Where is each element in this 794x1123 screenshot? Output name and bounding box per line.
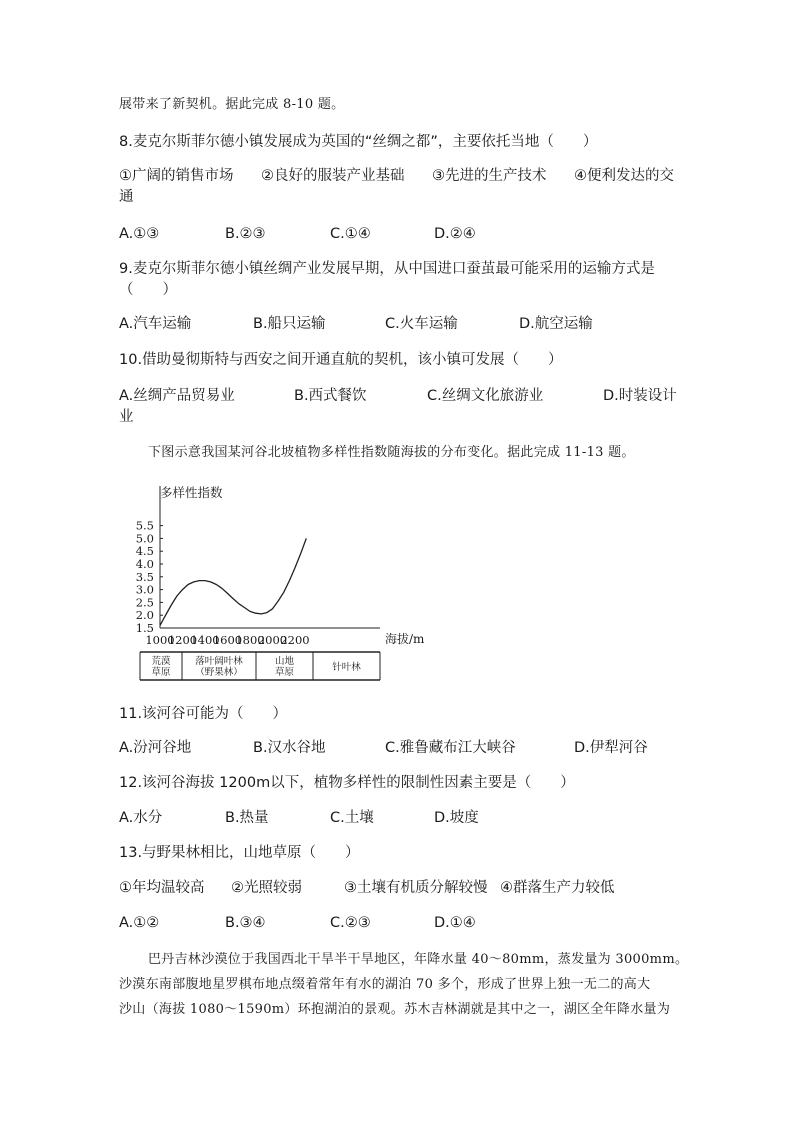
diversity-curve [160, 538, 306, 625]
q10-option-b: B.西式餐饮 [294, 388, 367, 404]
q8-items [119, 166, 679, 186]
x-tick-label: 1600 [212, 633, 243, 647]
q12-option-d: D.坡度 [434, 810, 479, 826]
x-tick-label: 1400 [190, 633, 220, 647]
y-tick-label: 3.5 [135, 569, 154, 584]
x-tick-label: 2000 [257, 633, 288, 647]
x-tick-label: 2200 [280, 633, 310, 647]
y-tick-label: 4.5 [135, 544, 154, 559]
q13-option-a: A.①② [119, 915, 160, 931]
q9-stem-wrap: （ ） [119, 282, 177, 298]
x-tick-labels [145, 633, 309, 647]
passage-line-2: 沙漠东南部腹地星罗棋布地点缀着常年有水的湖泊 70 多个，形成了世界上独一无二的高大 [119, 977, 651, 992]
x-tick-label: 1200 [167, 633, 198, 647]
q10-options-wrap: 业 [119, 409, 134, 425]
q12-option-c: C.土壤 [330, 810, 374, 826]
vegetation-zone-table [140, 652, 380, 680]
q11-options [119, 738, 679, 758]
passage-line-3: 沙山（海拔 1080～1590m）环抱湖泊的景观。苏木吉林湖就是其中之一，湖区全年降水量为 [119, 1002, 671, 1017]
q12-option-a: A.水分 [119, 810, 163, 826]
q8-item-4: ④便利发达的交 [574, 168, 674, 184]
q13-stem: 13.与野果林相比，山地草原（ ） [119, 845, 360, 861]
q10-option-c: C.丝绸文化旅游业 [427, 388, 544, 404]
q8-item-3: ③先进的生产技术 [432, 168, 547, 184]
zone-label: 荒漠 [151, 656, 171, 667]
y-axis-label: 多样性指数 [160, 485, 223, 500]
zone-label: 草原 [274, 667, 295, 678]
y-tick-label: 4.0 [135, 557, 154, 571]
x-tick-label: 1800 [235, 633, 265, 647]
y-tick-label: 5.5 [135, 518, 154, 533]
q12-option-b: B.热量 [225, 810, 269, 826]
q11-option-a: A.汾河谷地 [119, 740, 192, 756]
q9-option-c: C.火车运输 [385, 316, 458, 332]
chart-axes [160, 486, 380, 628]
q9-options [119, 314, 679, 334]
y-tick-label: 5.0 [135, 531, 154, 546]
x-tick-label: 1000 [145, 633, 175, 647]
chart-series [160, 538, 306, 625]
q8-stem: 8.麦克尔斯菲尔德小镇发展成为英国的“丝绸之都”，主要依托当地（ ） [119, 134, 598, 150]
y-tick-labels [136, 519, 163, 635]
q9-option-a: A.汽车运输 [119, 316, 192, 332]
q8-option-a: A.①③ [119, 226, 160, 242]
y-tick-label: 1.5 [135, 621, 154, 635]
q9-option-b: B.船只运输 [253, 316, 326, 332]
q8-item-1: ①广阔的销售市场 [119, 168, 234, 184]
q9-option-d: D.航空运输 [519, 316, 593, 332]
zone-label: 针叶林 [332, 662, 361, 673]
zone-label: 草原 [151, 667, 171, 678]
q11-stem: 11.该河谷可能为（ ） [119, 706, 288, 722]
q8-items-wrap: 通 [119, 189, 134, 205]
q13-items [119, 878, 679, 898]
diversity-chart [135, 478, 440, 683]
q10-stem: 10.借助曼彻斯特与西安之间开通直航的契机，该小镇可发展（ ） [119, 352, 563, 368]
q12-options [119, 808, 679, 828]
q8-item-2: ②良好的服装产业基础 [261, 168, 405, 184]
q13-item-4: ④群落生产力较低 [500, 880, 615, 896]
y-tick-label: 2.5 [135, 595, 154, 610]
q11-option-c: C.雅鲁藏布江大峡谷 [385, 740, 516, 756]
zone-label: （野果林） [195, 667, 243, 678]
q10-option-d: D.时装设计 [603, 388, 677, 404]
q8-options [119, 224, 679, 244]
y-tick-label: 3.0 [135, 582, 154, 597]
passage-line-1: 巴丹吉林沙漠位于我国西北干旱半干旱地区，年降水量 40～80mm，蒸发量为 3000mm。 [148, 952, 689, 967]
q11-option-b: B.汉水谷地 [253, 740, 326, 756]
q12-stem: 12.该河谷海拔 1200m以下，植物多样性的限制性因素主要是（ ） [119, 775, 575, 791]
y-tick-label: 2.0 [135, 608, 154, 623]
x-axis-label: 海拔/m [385, 632, 425, 646]
q11-option-d: D.伊犁河谷 [574, 740, 648, 756]
q13-item-1: ①年均温较高 [119, 880, 205, 896]
q13-option-b: B.③④ [225, 915, 266, 931]
q13-item-3: ③土壤有机质分解较慢 [344, 880, 488, 896]
q13-options [119, 913, 679, 933]
q8-option-d: D.②④ [434, 226, 476, 242]
q13-option-d: D.①④ [434, 915, 476, 931]
zone-label: 山地 [274, 656, 295, 667]
q8-option-b: B.②③ [225, 226, 266, 242]
q8-option-c: C.①④ [330, 226, 371, 242]
q9-stem: 9.麦克尔斯菲尔德小镇丝绸产业发展早期，从中国进口蚕茧最可能采用的运输方式是 [119, 261, 655, 277]
intro-tail: 展带来了新契机。据此完成 8-10 题。 [119, 97, 345, 112]
figure-intro: 下图示意我国某河谷北坡植物多样性指数随海拔的分布变化。据此完成 11-13 题。 [148, 445, 635, 460]
q10-option-a: A.丝绸产品贸易业 [119, 388, 235, 404]
q10-options [119, 386, 679, 406]
q13-option-c: C.②③ [330, 915, 371, 931]
q13-item-2: ②光照较弱 [231, 880, 302, 896]
zone-label: 落叶阔叶林 [195, 656, 243, 667]
